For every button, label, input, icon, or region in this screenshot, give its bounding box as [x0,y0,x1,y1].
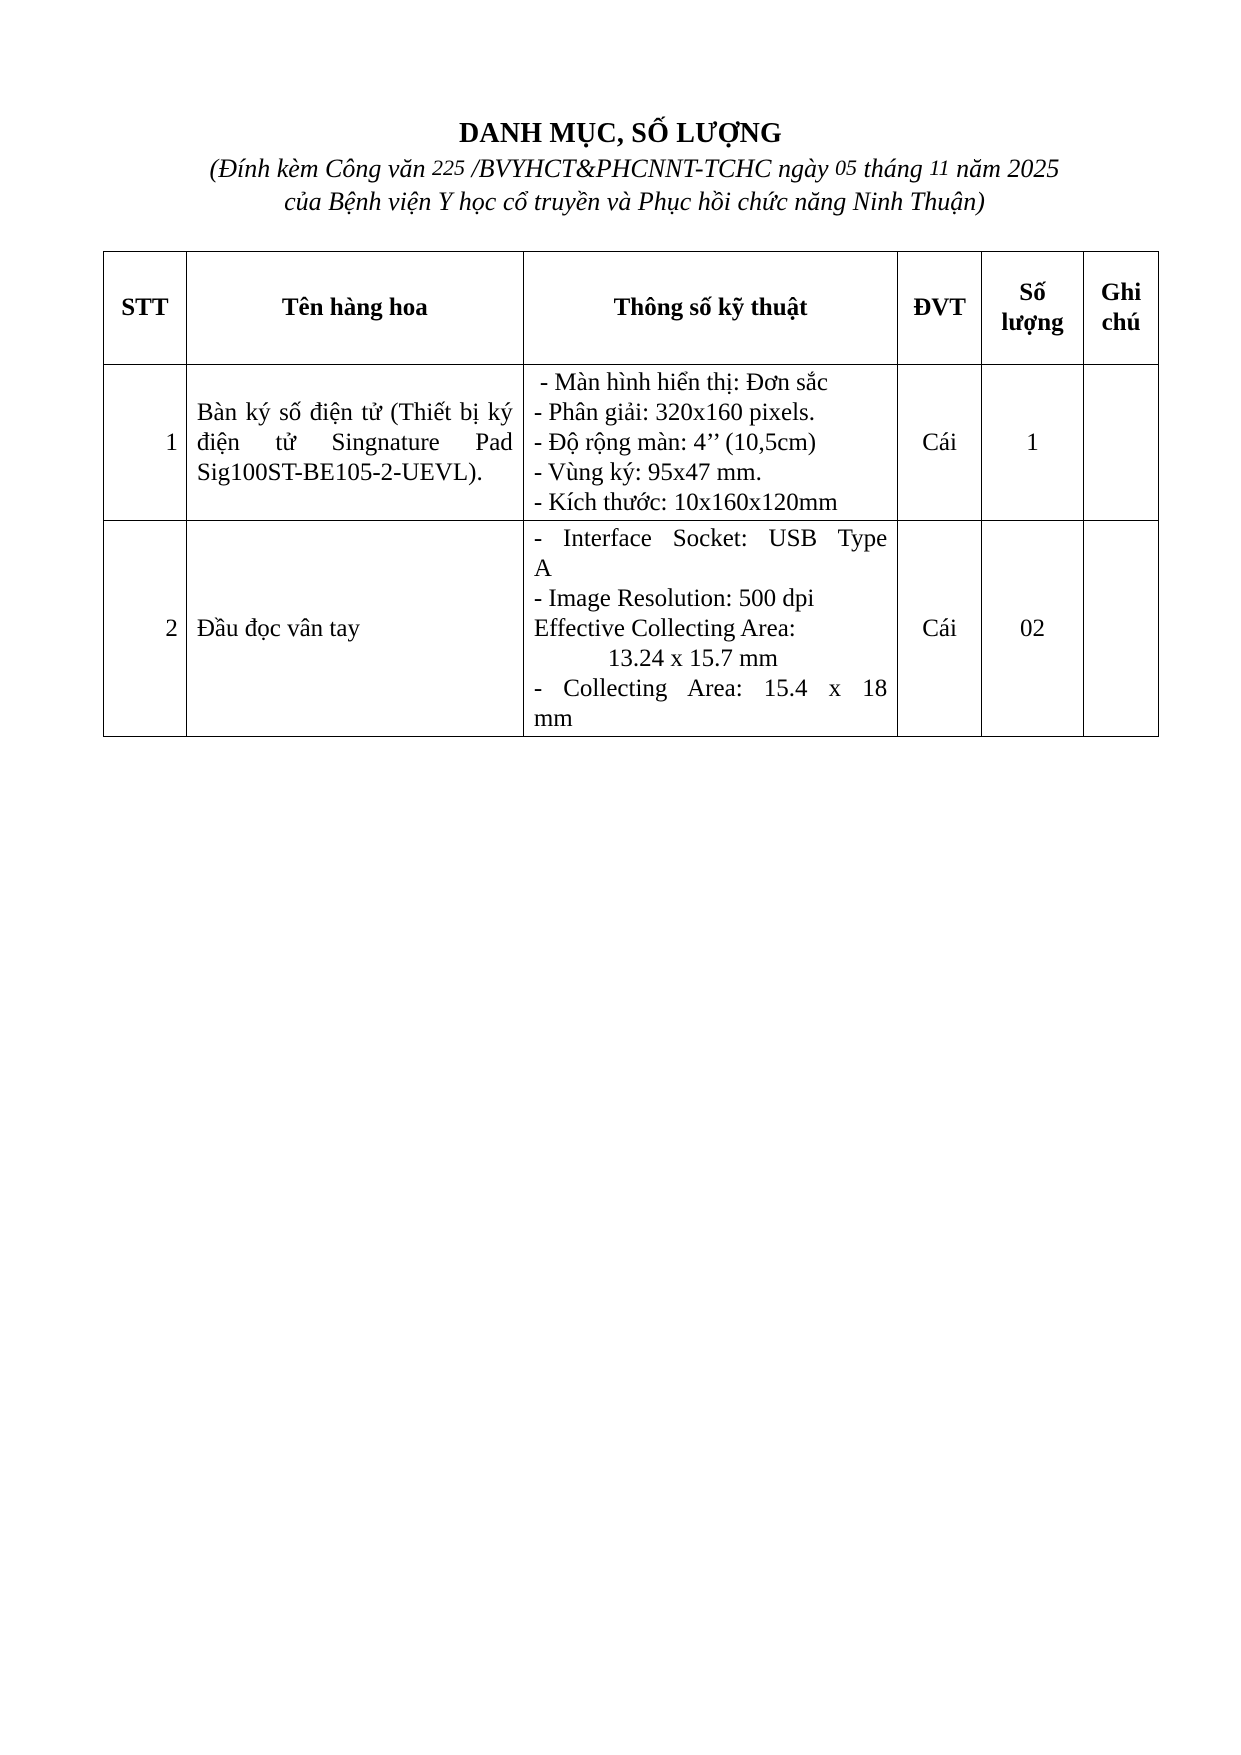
spec-line: - Màn hình hiển thị: Đơn sắc [539,368,828,396]
subtitle-mid2: tháng [857,154,930,183]
document-month: 11 [929,155,950,180]
cell-stt: 2 [104,521,187,737]
spec-line: - Vùng ký: 95x47 mm. [533,458,762,486]
spec-line: - Độ rộng màn: 4’’ (10,5cm) [533,428,817,456]
header-name: Tên hàng hoa [186,252,523,365]
spec-line: - Interface Socket: USB Type [533,524,888,552]
spec-line: - Collecting Area: 15.4 x 18 [533,674,888,702]
cell-note [1084,365,1159,521]
spec-line: - Phân giải: 320x160 pixels. [533,398,816,426]
spec-line: Effective Collecting Area: [533,614,796,642]
cell-stt: 1 [104,365,187,521]
header-note [1084,252,1159,365]
header-spec: Thông số kỹ thuật [523,252,897,365]
table-row [104,521,1159,737]
cell-unit: Cái [898,365,982,521]
cell-spec [523,365,897,521]
document-title: DANH MỤC, SỐ LƯỢNG [458,118,782,149]
cell-note [1084,521,1159,737]
cell-unit: Cái [898,521,982,737]
header-qty [981,252,1083,365]
document-subtitle-line1 [0,153,1241,186]
header-unit: ĐVT [898,252,982,365]
spec-line: mm [533,704,573,732]
spec-line: A [533,554,552,582]
header-note-line1: Ghi [1100,279,1142,306]
header-qty-line1: Số [1019,279,1046,306]
document-number: 225 [431,155,465,180]
header-note-line2: chú [1101,309,1141,336]
cell-spec [523,521,897,737]
document-subtitle-line2: của Bệnh viện Y học cổ truyền và Phục hồi chức năng Ninh Thuận) [284,187,985,216]
table-header-row [104,252,1159,365]
document-day: 05 [835,155,858,180]
subtitle-mid1: /BVYHCT&PHCNNT-TCHC ngày [464,154,836,183]
cell-qty: 1 [981,365,1083,521]
items-table [103,251,1159,737]
cell-qty: 02 [981,521,1083,737]
cell-name: Đầu đọc vân tay [186,521,523,737]
spec-line: - Kích thước: 10x160x120mm [533,488,838,516]
subtitle-prefix: (Đính kèm Công văn [209,154,432,183]
spec-line: - Image Resolution: 500 dpi [533,584,815,612]
cell-name: Bàn ký số điện tử (Thiết bị ký điện tử Singnature Pad Sig100ST-BE105-2-UEVL). [186,365,523,521]
header-stt: STT [104,252,187,365]
spec-line: 13.24 x 15.7 mm [607,644,778,672]
table-row [104,365,1159,521]
header-qty-line2: lượng [1001,309,1064,336]
subtitle-suffix: năm 2025 [949,154,1060,183]
